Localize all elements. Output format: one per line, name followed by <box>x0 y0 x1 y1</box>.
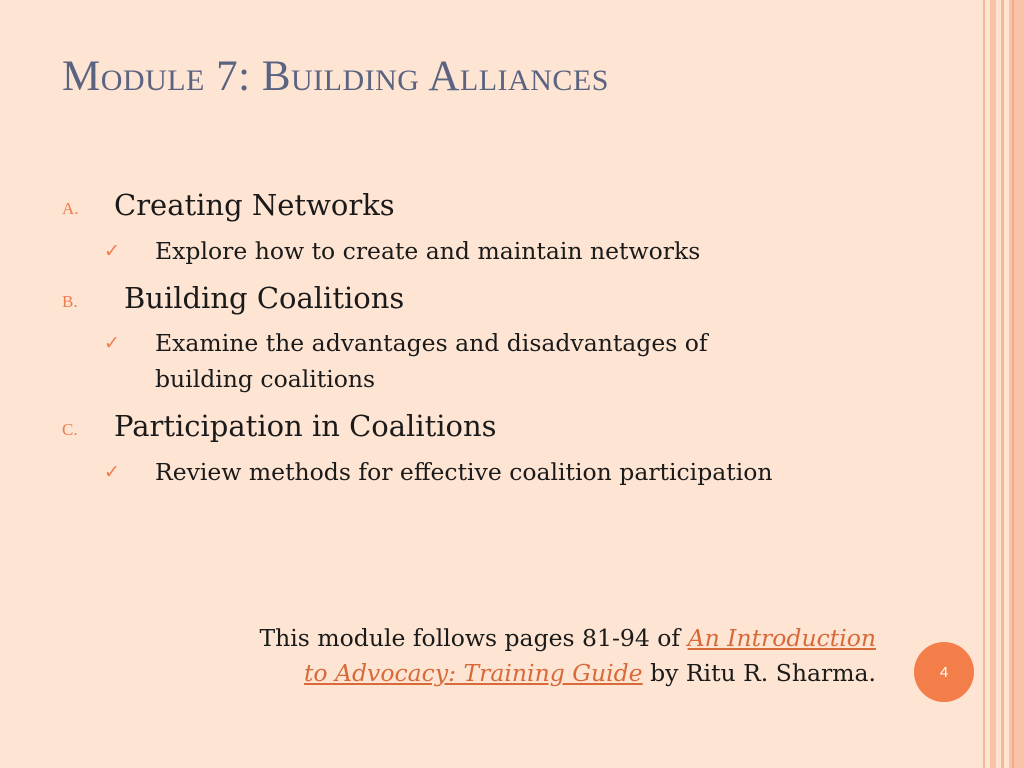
bullet-text: Review methods for effective coalition participation <box>155 458 773 486</box>
decor-stripe <box>983 0 985 768</box>
source-note-prefix: This module follows pages 81-94 of <box>259 624 688 652</box>
decor-stripe <box>1001 0 1004 768</box>
section-heading: Participation in Coalitions <box>114 409 497 443</box>
book-title-link-continued[interactable]: to Advocacy: Training Guide <box>303 659 643 687</box>
book-title-link[interactable]: An Introduction <box>687 624 876 652</box>
section-heading: Creating Networks <box>114 188 395 222</box>
source-note-line-2 <box>259 656 876 691</box>
page-number-badge <box>914 642 974 702</box>
check-icon: ✓ <box>104 461 120 483</box>
section-marker: C. <box>62 420 78 439</box>
slide-title: Module 7: Building Alliances <box>62 53 609 100</box>
bullet-text: Explore how to create and maintain networks <box>155 237 701 265</box>
decor-stripe <box>1012 0 1014 768</box>
decor-stripe <box>990 0 996 768</box>
section-marker: A. <box>62 199 79 218</box>
check-icon: ✓ <box>104 332 120 354</box>
source-note-suffix: by Ritu R. Sharma. <box>642 659 876 687</box>
source-note-line-1 <box>259 621 876 656</box>
source-note <box>259 621 876 691</box>
section-heading: Building Coalitions <box>124 281 405 315</box>
section-marker: B. <box>62 292 78 311</box>
bullet-text: Examine the advantages and disadvantages of <box>155 329 708 357</box>
bullet-text-continued: building coalitions <box>155 365 376 393</box>
page-number: 4 <box>939 663 949 681</box>
check-icon: ✓ <box>104 240 120 262</box>
